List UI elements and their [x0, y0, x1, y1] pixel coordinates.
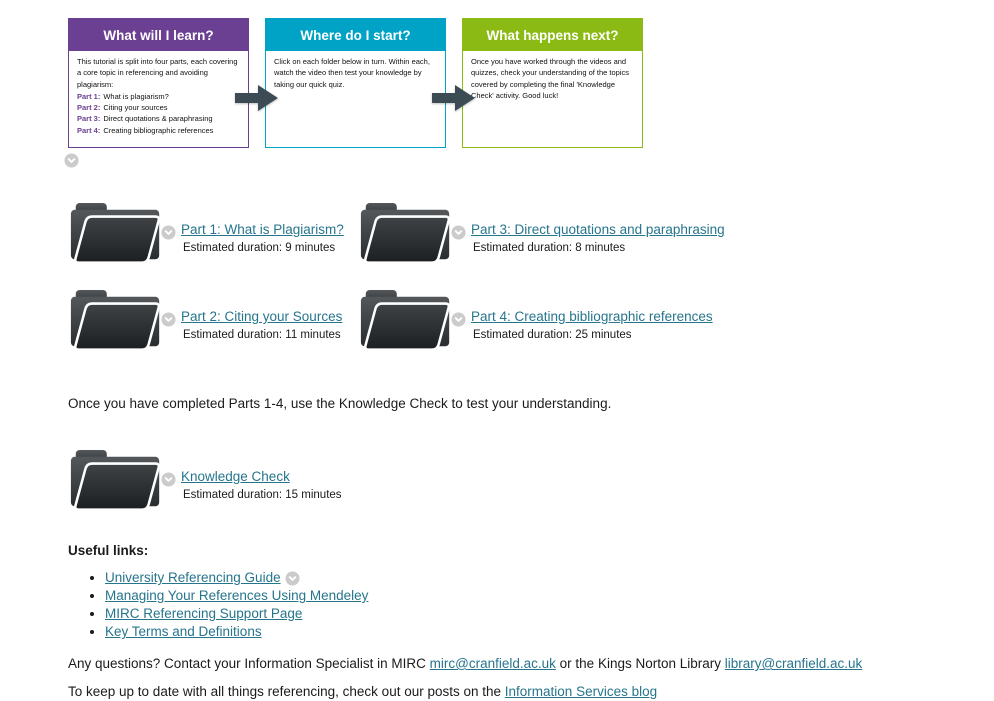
folder-link-part1[interactable]: Part 1: What is Plagiarism?: [181, 222, 344, 237]
folder-link-part2[interactable]: Part 2: Citing your Sources: [181, 309, 343, 324]
useful-links-list: [68, 570, 974, 640]
arrow-right-icon: [235, 83, 279, 113]
intro-box-what-happens-next: [462, 18, 643, 148]
part-line-1: Part 1: What is plagiarism?: [77, 91, 169, 101]
folder-text: [471, 308, 713, 341]
chevron-down-icon[interactable]: [161, 472, 176, 487]
image-context-menu: [64, 153, 974, 168]
arrow-right-icon: [432, 83, 476, 113]
folder-item-part2: [68, 288, 358, 356]
box-body-learn: [69, 51, 248, 140]
folder-icon[interactable]: [68, 448, 165, 516]
duration-text: Estimated duration: 25 minutes: [473, 329, 632, 341]
part-line-2: Part 2: Citing your sources: [77, 103, 168, 112]
box-intro-text: This tutorial is split into four parts, each covering a core topic in referencing and avoiding plagiarism:: [77, 57, 238, 89]
duration-text: Estimated duration: 9 minutes: [183, 242, 336, 254]
box-title-next: What happens next?: [463, 19, 642, 51]
folder-link-knowledge-check[interactable]: Knowledge Check: [181, 469, 290, 484]
blog-text: To keep up to date with all things referencing, check out our posts on the: [68, 684, 505, 699]
contact-paragraph: [68, 655, 974, 672]
blog-paragraph: [68, 683, 974, 700]
chevron-down-icon[interactable]: [451, 312, 466, 327]
folder-link-part4[interactable]: Part 4: Creating bibliographic references: [471, 309, 713, 324]
chevron-down-icon[interactable]: [64, 153, 79, 168]
part-line-4: Part 4: Creating bibliographic references: [77, 125, 214, 135]
part-line-3: Part 3: Direct quotations & paraphrasing: [77, 114, 213, 124]
duration-text: Estimated duration: 15 minutes: [183, 489, 342, 501]
duration-text: Estimated duration: 11 minutes: [183, 329, 341, 341]
box-body-next: Once you have worked through the videos and quizzes, check your understanding of the topics covered by completing the final 'Knowledge Check' activity. Good luck!: [471, 57, 630, 100]
intro-box-where-do-i-start: [265, 18, 446, 148]
folder-icon[interactable]: [358, 201, 455, 269]
box-title-start: Where do I start?: [266, 19, 445, 51]
mirc-email-link[interactable]: mirc@cranfield.ac.uk: [429, 656, 556, 671]
folder-item-part4: [358, 288, 974, 356]
list-item: [105, 570, 974, 586]
list-item: [105, 588, 974, 604]
useful-links-heading: Useful links:: [68, 543, 149, 558]
chevron-down-icon[interactable]: [161, 225, 176, 240]
contact-text: Any questions? Contact your Information Specialist in MIRC: [68, 656, 430, 671]
chevron-down-icon[interactable]: [161, 312, 176, 327]
folder-icon[interactable]: [68, 288, 165, 356]
box-body-start: Click on each folder below in turn. Within each, watch the video then test your knowledge by taking our quick quiz.: [274, 57, 430, 89]
folder-icon[interactable]: [358, 288, 455, 356]
tutorial-folders: [68, 201, 974, 356]
chevron-down-icon[interactable]: [285, 571, 300, 586]
information-services-blog-link[interactable]: Information Services blog: [504, 684, 658, 699]
useful-link-referencing-guide[interactable]: University Referencing Guide: [105, 570, 281, 585]
duration-text: Estimated duration: 8 minutes: [473, 242, 626, 254]
useful-link-mendeley[interactable]: Managing Your References Using Mendeley: [105, 588, 369, 603]
folder-text: [471, 221, 725, 254]
folder-text: [181, 221, 344, 254]
chevron-down-icon[interactable]: [451, 225, 466, 240]
useful-link-mirc-support[interactable]: MIRC Referencing Support Page: [105, 606, 303, 621]
library-email-link[interactable]: library@cranfield.ac.uk: [724, 656, 863, 671]
useful-link-key-terms[interactable]: Key Terms and Definitions: [105, 624, 262, 639]
folder-icon[interactable]: [68, 201, 165, 269]
folder-link-part3[interactable]: Part 3: Direct quotations and paraphrasing: [471, 222, 725, 237]
folder-text: [181, 308, 342, 341]
contact-text: or the Kings Norton Library: [555, 656, 725, 671]
list-item: [105, 606, 974, 622]
folder-text: [181, 468, 342, 501]
knowledge-check-instruction: Once you have completed Parts 1-4, use the Knowledge Check to test your understanding.: [68, 396, 612, 411]
list-item: [105, 624, 974, 640]
folder-item-knowledge-check: [68, 448, 974, 516]
intro-boxes: [68, 18, 974, 148]
folder-item-part3: [358, 201, 974, 269]
folder-item-part1: [68, 201, 358, 269]
intro-box-what-will-i-learn: [68, 18, 249, 148]
box-title-learn: What will I learn?: [69, 19, 248, 51]
